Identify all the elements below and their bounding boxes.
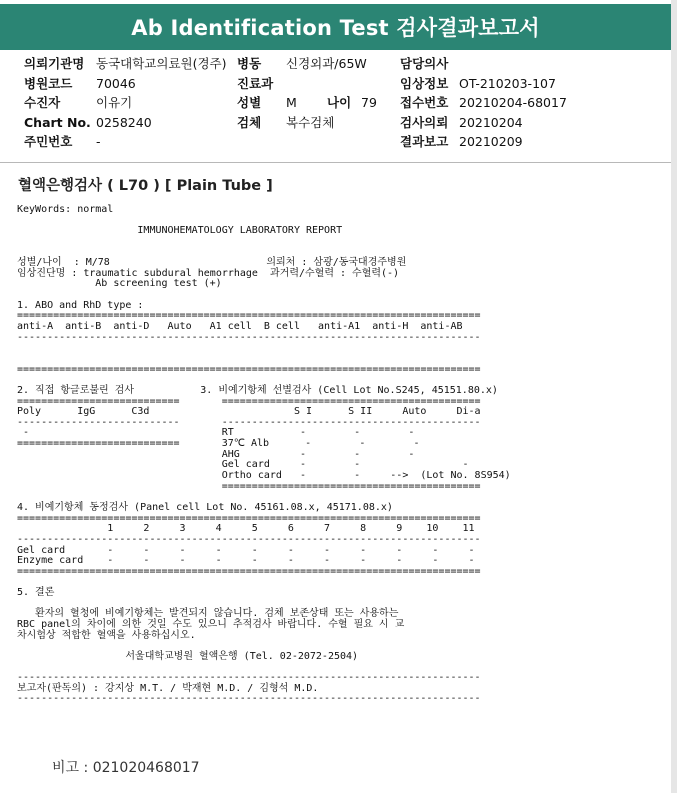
info-request-date (400, 114, 448, 131)
report-line: ============================================================================= (17, 512, 481, 524)
scrollbar[interactable] (671, 0, 677, 793)
report-line: 보고자(판독의) : 강지상 M.T. / 박재현 M.D. / 김형석 M.D. (17, 682, 319, 694)
report-line: AHG - - - (17, 448, 415, 460)
info-value: - (96, 134, 101, 149)
info-chart-no (24, 114, 91, 131)
report-line: RBC panel의 차이에 의한 것일 수도 있으니 추적검사 바랍니다. 수혈 필요 시 교 (17, 618, 405, 630)
info-value: 0258240 (96, 115, 152, 130)
report-line (17, 237, 487, 248)
remarks: 비고 : 021020468017 (52, 760, 200, 776)
report-line: IMMUNOHEMATOLOGY LABORATORY REPORT (17, 225, 343, 237)
info-hospital-code (24, 75, 72, 92)
info-clinical (400, 75, 448, 92)
report-line: Gel card - - - - - - - - - - - (17, 544, 475, 556)
report-line: --------------------------- ------------------------------------------- (17, 416, 481, 428)
info-value: 79 (361, 95, 377, 110)
report-line: 성별/나이 : M/78 의뢰처 : 삼광/동국대경주병원 (17, 257, 407, 269)
info-value: 동국대학교의료원(경주) (96, 56, 227, 71)
info-patient (24, 94, 60, 111)
info-label: 병원코드 (24, 76, 73, 91)
report-line: Ortho card - - --> (Lot No. 8S954) (17, 470, 511, 482)
report-line: KeyWords: normal (17, 204, 114, 215)
report-line: 차시험상 적합한 혈액을 사용하십시오. (17, 629, 196, 641)
info-doctor (400, 55, 448, 72)
report-line: 임상진단명 : traumatic subdural hemorrhage 과거력/수혈력 : 수혈력(-) (17, 267, 400, 279)
section-title: 혈액은행검사 ( L70 ) [ Plain Tube ] (18, 178, 273, 194)
info-value: 복수검체 (286, 115, 335, 130)
report-line: ============================================================================= (17, 363, 481, 375)
remarks-label: 비고 (52, 760, 80, 776)
report-line: - RT - - - (17, 427, 415, 439)
report-line (17, 343, 487, 354)
info-ward (237, 55, 261, 72)
info-label: 담당의사 (400, 56, 449, 71)
report-line: Ab screening test (+) (17, 278, 222, 290)
report-line: 4. 비예기항체 동정검사 (Panel cell Lot No. 45161.08.x, 45171.08.x) (17, 501, 393, 513)
report-line: 서울대학교병원 혈액은행 (Tel. 02-2072-2504) (17, 650, 359, 662)
info-label: 의뢰기관명 (24, 56, 85, 71)
report-line: 환자의 혈청에 비예기항체는 발견되지 않습니다. 검체 보존상태 또는 사용하는 (17, 608, 399, 620)
info-report-date (400, 133, 448, 150)
info-label: 결과보고 (400, 134, 449, 149)
report-line: 5. 결론 (17, 587, 55, 599)
report-line: =========================================== (17, 480, 481, 492)
report-line: =========================== 37℃ Alb - - - (17, 438, 420, 450)
info-value: M (286, 95, 297, 110)
info-specimen (237, 114, 261, 131)
report-line: Enzyme card - - - - - - - - - - - (17, 555, 475, 567)
info-label: 수진자 (24, 95, 61, 110)
info-label: 나이 (327, 95, 352, 110)
info-age (327, 94, 351, 111)
info-label: 성별 (237, 95, 262, 110)
report-line: ----------------------------------------------------------------------------- (17, 331, 481, 343)
info-institution (24, 55, 84, 72)
report-line: ----------------------------------------------------------------------------- (17, 533, 481, 545)
report-line: ============================================================================= (17, 310, 481, 322)
remarks-value: 021020468017 (92, 760, 200, 776)
info-receipt-no (400, 94, 448, 111)
info-label: 검체 (237, 115, 262, 130)
info-label: Chart No. (24, 115, 91, 130)
info-value: 이유기 (96, 95, 133, 110)
info-value: 20210204-68017 (459, 95, 567, 110)
report-line: Poly IgG C3d S I S II Auto Di-a (17, 406, 481, 418)
info-label: 주민번호 (24, 134, 73, 149)
info-value: 신경외과/65W (286, 56, 367, 71)
report-line (17, 354, 487, 365)
report-line: ----------------------------------------------------------------------------- (17, 693, 481, 705)
info-sex (237, 94, 261, 111)
report-line: 1. ABO and RhD type : (17, 299, 144, 311)
report-header (0, 4, 671, 50)
info-label: 진료과 (237, 76, 274, 91)
report-title: Ab Identification Test 검사결과보고서 (131, 16, 540, 40)
report-line: =========================== =========================================== (17, 395, 481, 407)
info-value: 20210209 (459, 134, 523, 149)
report-line: ----------------------------------------------------------------------------- (17, 672, 481, 684)
info-department (237, 75, 273, 92)
info-resident-no (24, 133, 72, 150)
info-value: 70046 (96, 76, 136, 91)
lab-report-text (17, 204, 511, 705)
report-line: anti-A anti-B anti-D Auto A1 cell B cell anti-A1 anti-H anti-AB (17, 321, 463, 333)
info-value: OT-210203-107 (459, 76, 556, 91)
header-divider (0, 162, 671, 163)
info-label: 임상정보 (400, 76, 449, 91)
report-line: ============================================================================= (17, 565, 481, 577)
report-line: 1 2 3 4 5 6 7 8 9 10 11 (17, 523, 475, 535)
info-value: 20210204 (459, 115, 523, 130)
info-label: 접수번호 (400, 95, 449, 110)
report-line (17, 577, 487, 588)
report-line: 2. 직접 항글로불린 검사 3. 비예기항체 선별검사 (Cell Lot No.S245, 45151.80.x) (17, 384, 498, 396)
report-line: Gel card - - - (17, 459, 469, 471)
info-label: 검사의뢰 (400, 115, 449, 130)
info-label: 병동 (237, 56, 262, 71)
